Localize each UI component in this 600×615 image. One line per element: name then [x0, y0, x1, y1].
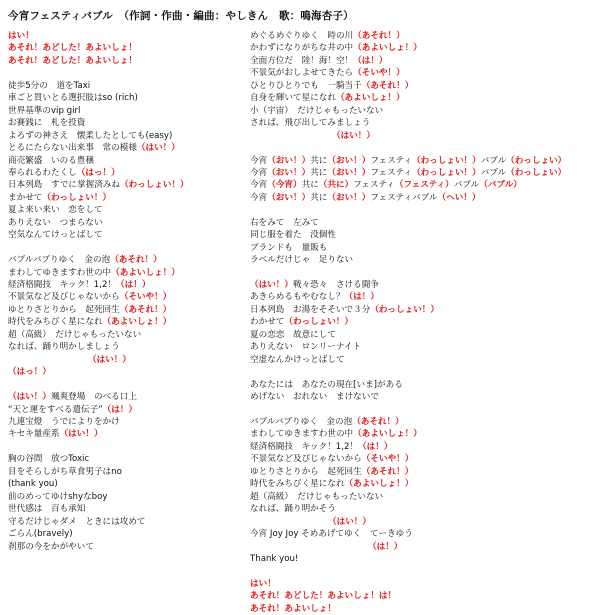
lyric-text: 経済格闘技 キック！1,2！ [250, 441, 359, 452]
lyric-text: 同じ服を着た 没個性 [250, 230, 336, 241]
call-text: （あそれ！） [361, 466, 414, 477]
lyric-text: 徒歩5分の 道をTaxi [8, 80, 91, 91]
call-text: （は！） [344, 292, 379, 303]
call-text: （はい！） [328, 516, 371, 527]
call-text: （は！） [368, 541, 403, 552]
call-text: （今宵） [267, 180, 302, 191]
lyric-text: ラベルだけじゃ 足りない [250, 255, 354, 266]
lyric-text: 今宵 Joy Joy そめあげてゆく てーきゆう [250, 529, 413, 540]
lyric-line [250, 192, 540, 204]
call-text: （はい！） [8, 392, 51, 403]
call-text: あそれ！あどした！あよいしょ！は！ [250, 591, 397, 602]
lyric-line [250, 341, 540, 353]
lyric-text: 共に [310, 167, 328, 178]
lyric-text: 空気なんてけっとばして [8, 230, 103, 241]
lyric-text: 守るだけじゃダメ ときには攻めて [8, 516, 146, 527]
lyric-line [250, 155, 567, 167]
lyric-line [250, 416, 540, 428]
lyric-line [250, 466, 540, 478]
lyric-line [250, 217, 540, 229]
call-text: （あそれ！） [119, 304, 172, 315]
lyric-line [250, 242, 540, 254]
lyric-text: めぐるめぐりゆく 時の川 [250, 31, 354, 41]
call-text: （わっしょい！） [412, 167, 481, 178]
lyric-text: 時代をみちびく星になれ [250, 479, 345, 490]
call-text: （あそれ！） [352, 416, 404, 427]
lyric-line [250, 603, 540, 615]
call-text: （バブル） [479, 180, 522, 191]
lyric-line [250, 354, 540, 366]
call-text: あそれ！あよいしょ！ [250, 603, 336, 614]
lyric-line [250, 92, 540, 104]
call-text: （わっしょい！） [284, 317, 354, 328]
call-text: （は！） [102, 404, 138, 415]
lyric-text: なれば、踊り明かしましょう [8, 342, 120, 353]
lyric-text: 今宵 [250, 167, 268, 178]
call-text: （あよいしょ！） [335, 93, 405, 104]
lyric-text: バブル [480, 167, 507, 178]
call-text: （わっしょい） [506, 167, 567, 178]
lyric-text: 時代をみちびく星になれ [8, 317, 103, 328]
lyric-line [250, 55, 540, 67]
lyric-text: わかせて [250, 317, 285, 328]
lyric-text: まかせて [8, 192, 43, 203]
call-text: （わっしょい！） [42, 192, 112, 203]
call-text: （はい！） [250, 280, 293, 291]
lyric-text: フェスティ [370, 167, 413, 178]
lyric-line [250, 516, 540, 528]
lyric-line [250, 304, 540, 316]
lyric-text: バブルバブりゆく 金の泡 [250, 416, 353, 427]
call-text: （はい！） [136, 143, 180, 154]
lyric-text: ゆとりさとりから 起死回生 [250, 466, 362, 477]
call-text: （おい！） [327, 167, 371, 178]
lyric-text: 九連宝燈 うでによりをかけ [8, 417, 120, 427]
call-text: （あよいしょ！） [111, 267, 180, 278]
call-text: （そいや！） [361, 454, 414, 465]
call-text: （フェスティ） [394, 180, 454, 191]
lyric-line [250, 578, 540, 590]
call-text: （あよいしょ！） [353, 429, 422, 440]
lyric-line [250, 503, 540, 515]
call-text: （わっしょい） [506, 155, 567, 166]
lyric-text: 世界基準のvip girl [8, 105, 81, 116]
lyric-text: 颯爽登場 のべる口上 [50, 392, 137, 403]
lyric-text: バブル [480, 155, 507, 166]
lyric-text: お賽銭に 札を投資 [8, 118, 86, 129]
lyric-line [250, 379, 540, 391]
lyric-text: 日本列島 すでに掌握済みね [8, 180, 120, 191]
lyric-line [250, 167, 567, 179]
call-text: （はっ！） [8, 367, 51, 378]
lyric-text: 小（宇宙） だけじゃもったいない [250, 105, 384, 116]
call-text: （共に） [318, 180, 354, 191]
lyric-text: フェスティ [353, 180, 395, 191]
lyric-text: 自身を輝いて星になれ [250, 93, 336, 104]
lyric-line [250, 366, 540, 378]
lyrics-column-right [250, 30, 567, 615]
lyric-text: ひとりひとりでも 一騎当千 [250, 80, 362, 91]
lyric-text: なれば、踊り明かそう [250, 504, 336, 515]
lyric-text: フェスティ [370, 155, 413, 166]
lyric-line [250, 117, 540, 129]
call-text: （は！） [116, 280, 151, 291]
lyric-text: バブル [453, 180, 480, 191]
lyric-text: ごらん(bravely) [8, 529, 73, 540]
lyric-line [250, 30, 540, 42]
lyric-text: まわしてゆきますわ世の中 [8, 267, 112, 278]
lyric-text: ありえない ロンリーナイト [250, 342, 362, 353]
lyric-text: あきらめるもやむなし？ [250, 292, 345, 303]
call-text: （は！） [358, 441, 393, 452]
lyric-text: ブランドも 量販も [250, 242, 328, 253]
lyric-line [250, 267, 540, 279]
call-text: （わっしょい！） [119, 180, 189, 191]
lyric-line [250, 130, 540, 142]
lyric-text: 戦々恐々 さける闘争 [292, 280, 379, 291]
lyric-line [250, 528, 540, 540]
lyric-text: 共に [310, 192, 328, 203]
lyric-line [250, 491, 540, 503]
lyric-text: ゆとりさとりから 起死回生 [8, 304, 120, 315]
call-text: （そいや！） [119, 292, 172, 303]
lyric-line [250, 553, 540, 565]
lyric-text: とるにたらない出来事 常の模様 [8, 143, 137, 154]
call-text: （あそれ！） [361, 80, 414, 91]
lyric-text: 夏の恋恋 故意にして [250, 329, 336, 340]
lyric-text: あなたには あなたの現在[いま]がある [250, 379, 403, 390]
lyric-line [250, 391, 540, 403]
call-text: （はい！） [332, 130, 375, 141]
lyric-text: 共に [310, 155, 328, 166]
lyric-text: (thank you) [8, 479, 58, 490]
lyric-line [250, 428, 540, 440]
lyric-text: 車ごと買いとる選択肢はso (rich) [8, 93, 138, 104]
lyric-text: 胸の谷間 放つToxic [8, 454, 90, 465]
call-text: （は！） [353, 55, 388, 66]
lyric-text: かわずになりがちな井の中 [250, 43, 354, 54]
lyric-line [250, 279, 540, 291]
call-text: （あそれ！） [110, 255, 162, 266]
lyric-text: 不景気など及びじゃないから [250, 454, 362, 465]
lyric-text: 世代感は 百も承知 [8, 504, 86, 515]
call-text: （はっ！） [76, 167, 120, 178]
lyric-line [250, 565, 540, 577]
lyric-text: されば、飛び出してみましょう [250, 118, 371, 129]
lyric-text: 空虚なんかけっとばして [250, 354, 345, 365]
lyric-text: ありえない つまらない [8, 217, 103, 228]
lyric-line [250, 404, 540, 416]
lyric-text: 刹那の今をかがやいて [8, 541, 94, 552]
call-text: はい！ [250, 578, 276, 589]
lyric-text: 不景気がおしよせてきたら [250, 68, 354, 79]
call-text: はい！ [8, 31, 34, 41]
lyric-text: 商売繁盛 いのる豊穣 [8, 155, 94, 166]
lyric-text: キセキ量産系 [8, 429, 60, 440]
lyric-text: 超（高級） だけじゃもったいない [250, 491, 384, 502]
call-text: （はい！） [88, 354, 131, 365]
lyric-line [250, 179, 540, 191]
lyric-line [250, 541, 540, 553]
lyric-text: 目をそらしがち草食男子はno [8, 466, 122, 477]
lyric-text: 右をみて 左みて [250, 217, 319, 228]
lyric-text: バブルバブりゆく 金の泡 [8, 255, 111, 266]
call-text: （へい！） [437, 192, 481, 203]
lyric-text: 前のめってゆけshyなboy [8, 491, 108, 502]
lyric-line [250, 291, 540, 303]
lyric-line [250, 329, 540, 341]
call-text: （おい！） [327, 155, 371, 166]
song-title: 今宵フェスティバブル （作詞・作曲・編曲：やしきん 歌：鳴海杏子） [8, 10, 354, 22]
lyric-line [250, 229, 540, 241]
lyric-text: 日本列島 お湯をそそいで３分 [250, 304, 371, 315]
lyric-text: めげない おれない まけないで [250, 392, 379, 403]
call-text: （わっしょい！） [370, 304, 439, 315]
lyric-line [250, 441, 540, 453]
call-text: （おい！） [267, 192, 311, 203]
lyric-text: 全面方位だ 陸！海！空！ [250, 55, 354, 66]
lyric-text: 共に [301, 180, 319, 191]
call-text: あそれ！あどした！あよいしょ！ [8, 43, 137, 54]
lyric-text: 奉られるわたくし [8, 167, 77, 178]
lyric-line [250, 478, 540, 490]
lyric-line [250, 254, 540, 266]
call-text: （おい！） [267, 155, 311, 166]
lyric-line [250, 80, 540, 92]
call-text: （おい！） [327, 192, 371, 203]
lyric-text: 不景気など及びじゃないから [8, 292, 120, 303]
call-text: （おい！） [267, 167, 311, 178]
lyric-line [250, 142, 540, 154]
lyric-line [250, 42, 540, 54]
call-text: （あよいしょ！） [353, 43, 422, 54]
lyric-text: 今宵 [250, 180, 268, 191]
call-text: （はい！） [59, 429, 103, 440]
lyric-text: 今宵 [250, 155, 268, 166]
call-text: （あよいしょ！） [102, 317, 172, 328]
lyric-line [250, 453, 540, 465]
lyric-text: 経済格闘技 キック！1,2！ [8, 280, 117, 291]
lyric-line [250, 67, 540, 79]
lyric-text: まわしてゆきますわ世の中 [250, 429, 354, 440]
lyric-line [250, 105, 540, 117]
lyric-line [250, 204, 540, 216]
call-text: あそれ！あどした！あよいしょ！ [8, 55, 137, 66]
lyric-text: “天と運をすべる遣伝子” [8, 404, 103, 415]
call-text: （わっしょい！） [412, 155, 481, 166]
lyric-line [250, 316, 540, 328]
call-text: （あそれ！） [353, 31, 405, 41]
lyric-text: フェスティバブル [370, 192, 438, 203]
lyric-line [250, 590, 540, 602]
lyric-text: よろずの神さえ 懐柔したとしても(easy) [8, 130, 173, 141]
lyric-text: 超（高級） だけじゃもったいない [8, 329, 142, 340]
lyric-text: 今宵 [250, 192, 268, 203]
lyric-text: 夏よ来い来い 恋をして [8, 205, 103, 216]
call-text: （あよいしょ！） [344, 479, 414, 490]
lyric-text: Thank you! [250, 553, 299, 564]
call-text: （そいや！） [353, 68, 405, 79]
